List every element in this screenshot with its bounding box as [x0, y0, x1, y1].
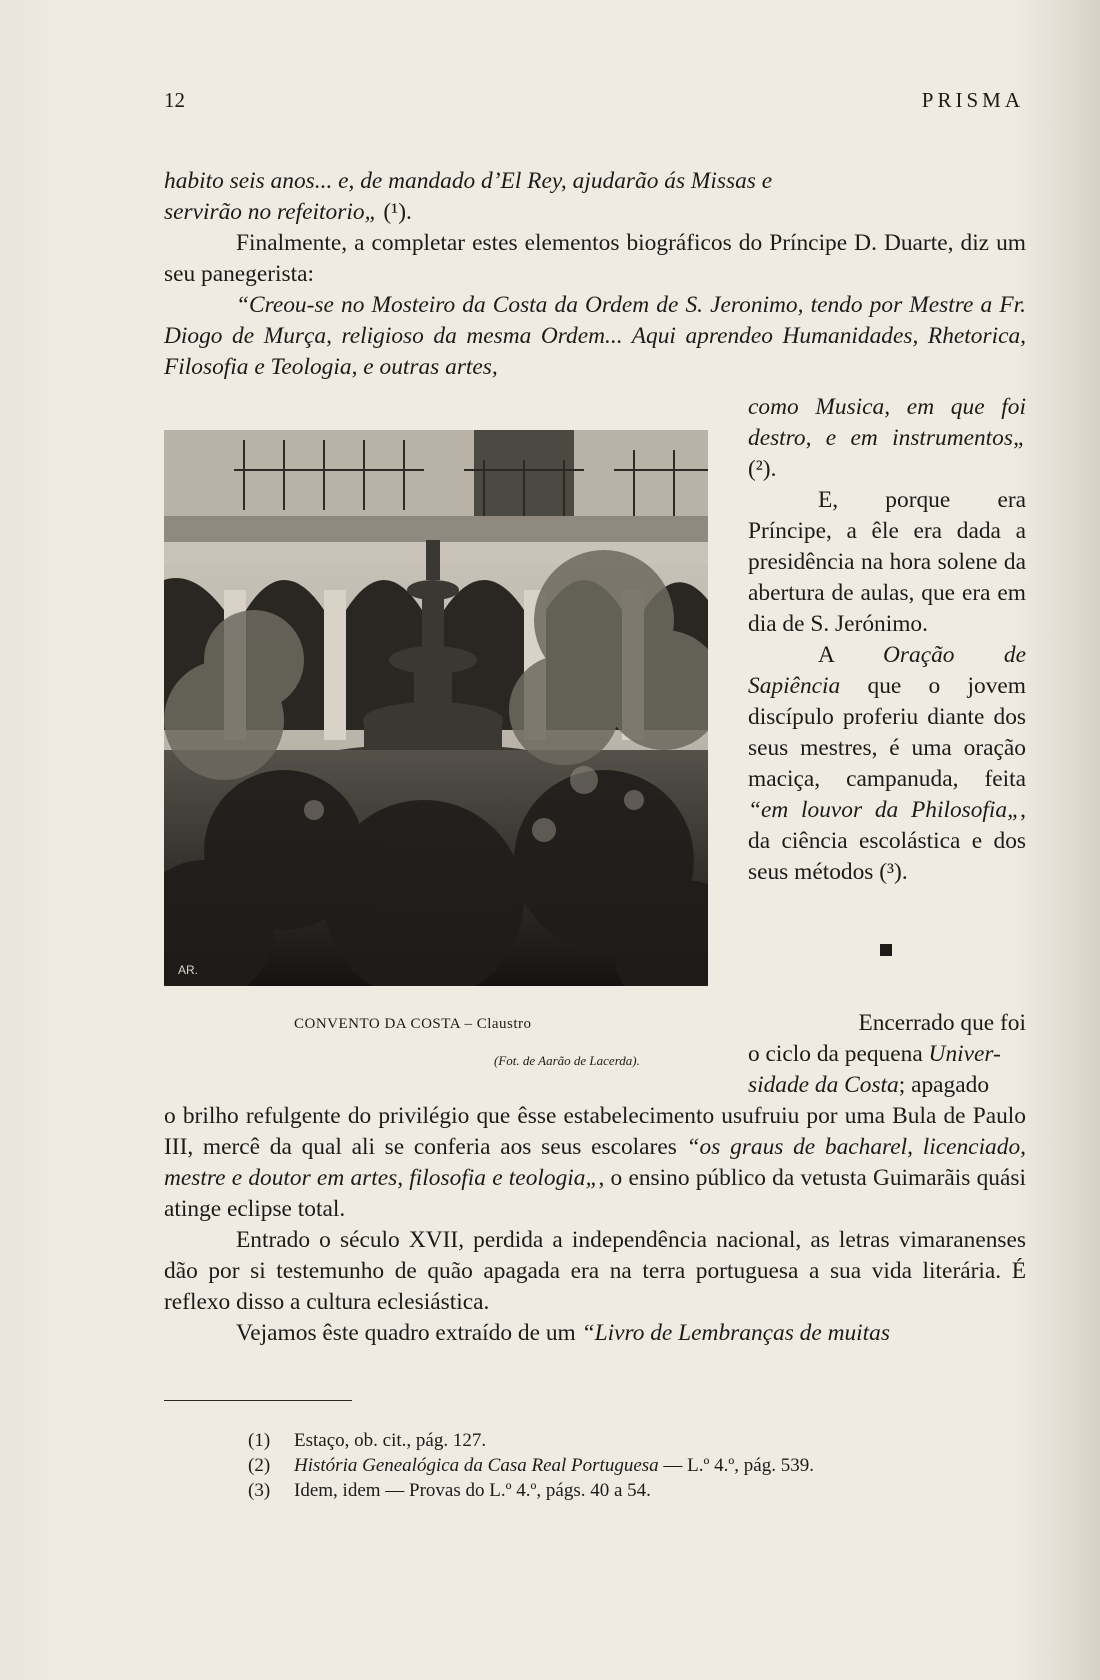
footnotes — [248, 1428, 814, 1503]
photo-monogram: AR. — [178, 963, 199, 977]
page-header — [164, 88, 1024, 118]
paragraph-principe: E, porque era Príncipe, a êle era dada a presidência na hora solene da abertura de aulas, que era em dia de S. Jerónimo. — [748, 487, 1026, 637]
panegyrist-quote: “Creou-se no Mosteiro da Costa da Ordem de S. Jeronimo, tendo por Mestre a Fr. Diogo de Murça, religioso da mesma Ordem... Aqui aprendeo Humanidades, Rhetorica, Filosofia e Teologia, e outras artes, — [164, 292, 1026, 380]
wrap-lines — [748, 1008, 1026, 1101]
wrap-line-2: o ciclo da pequena Univer- — [748, 1041, 1001, 1067]
footnote-3: (3) Idem, idem — Provas do L.º 4.º, págs. 40 a 54. — [248, 1480, 651, 1501]
cloister-photograph — [164, 430, 708, 986]
paragraph-finalmente: Finalmente, a completar estes elementos biográficos do Príncipe D. Duarte, diz um seu panegerista: — [164, 230, 1026, 287]
section-separator — [880, 944, 892, 956]
footnote-2: (2) História Genealógica da Casa Real Portuguesa — L.º 4.º, pág. 539. — [248, 1455, 814, 1476]
photo-credit: (Fot. de Aarão de Lacerda). — [494, 1053, 640, 1068]
paragraph-oracao: A Oração de Sapiência que o jovem discípulo proferiu diante dos seus mestres, é uma oração maciça, campanuda, feita “em louvor da Philosofia„, da ciência escolástica e dos seus métodos (³). — [748, 642, 1026, 885]
running-title: PRISMA — [921, 88, 1024, 112]
page-number: 12 — [164, 88, 185, 112]
footnote-rule — [164, 1400, 352, 1401]
paragraph-vejamos: Vejamos êste quadro extraído de um “Livro de Lembranças de muitas — [236, 1320, 890, 1346]
quote-continuation: habito seis anos... e, de mandado d’El Rey, ajudarão ás Missas e — [164, 168, 773, 194]
wrap-line-3: sidade da Costa; apagado — [748, 1072, 990, 1098]
quote-ending: como Musica, em que foi destro, e em instrumentos„ (²). — [748, 394, 1026, 482]
figure-caption: CONVENTO DA COSTA – Claustro — [294, 1016, 532, 1032]
cloister-image — [164, 430, 708, 986]
top-text — [164, 166, 1026, 383]
quote-continuation-end: servirão no refeitorio„ (¹). — [164, 199, 412, 225]
wrap-line-1: Encerrado que foi — [858, 1010, 1026, 1036]
paragraph-brilho: o brilho refulgente do privilégio que êsse estabelecimento usufruiu por uma Bula de Paulo III, mercê da qual ali se conferia aos seus escolares “os graus de bacharel, licenciado, mestre e doutor em artes, filosofia e teologia„, o ensino público da vetusta Guimarãis quási atinge eclipse total. — [164, 1103, 1026, 1222]
lower-text — [164, 1008, 1026, 1349]
footnote-1: (1) Estaço, ob. cit., pág. 127. — [248, 1430, 487, 1451]
paragraph-seculo-xvii: Entrado o século XVII, perdida a independência nacional, as letras vimaranenses dão por si testemunho de quão apagada era na terra portuguesa a sua vida literária. É reflexo disso a cultura eclesiástica. — [164, 1227, 1026, 1315]
side-column — [748, 392, 1026, 888]
